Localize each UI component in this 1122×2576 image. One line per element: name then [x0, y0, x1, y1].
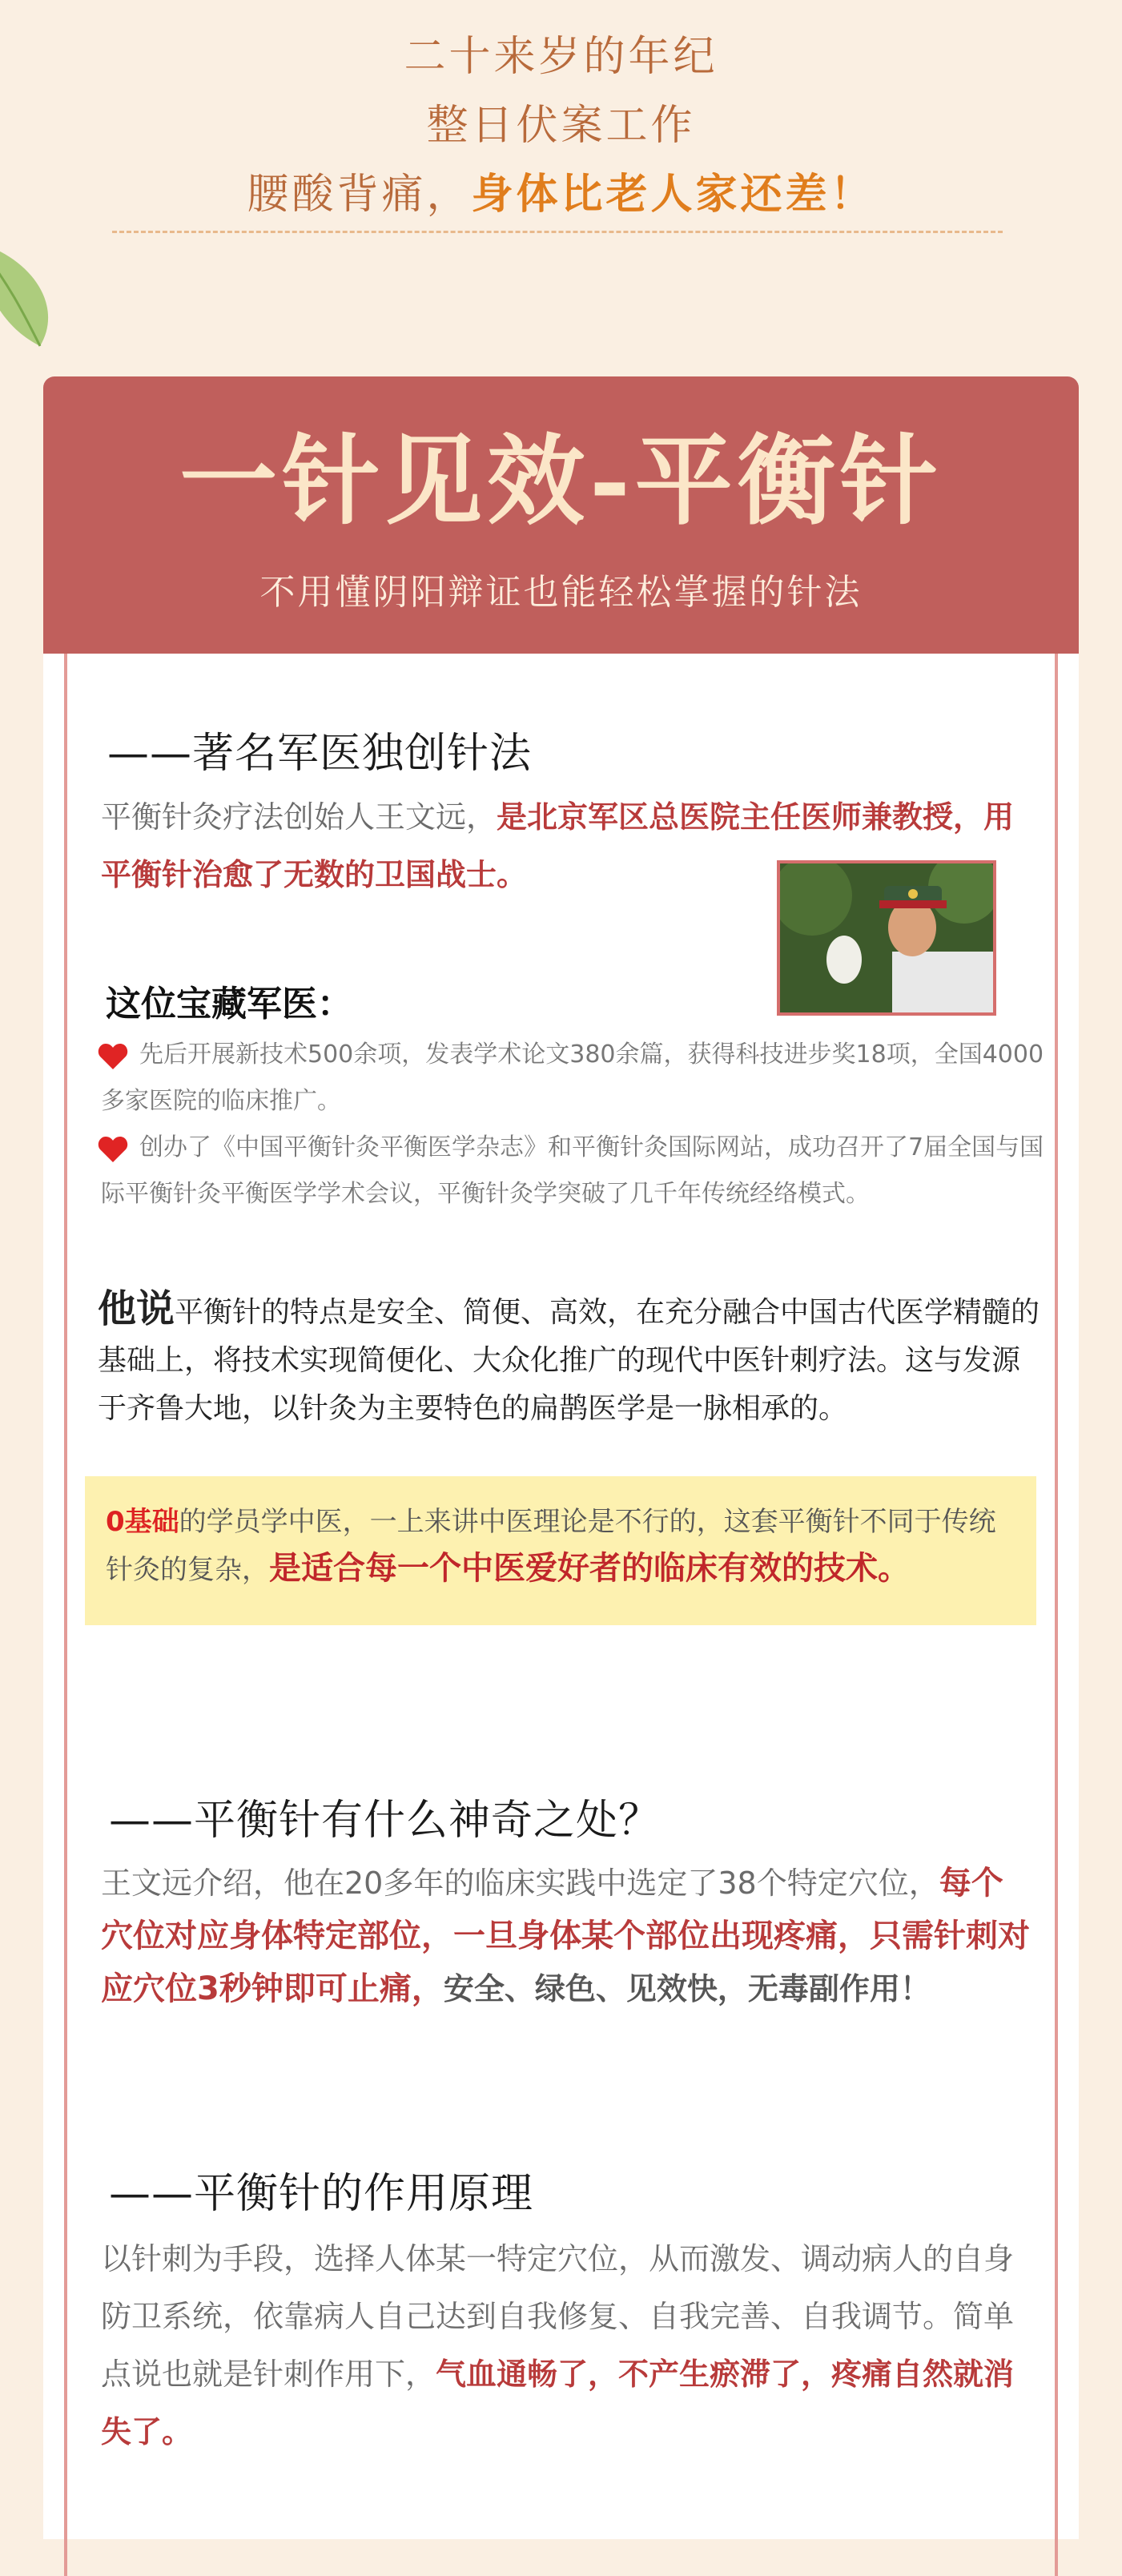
- he-says-text: 平衡针的特点是安全、简便、高效，在充分融合中国古代医学精髓的基础上，将技术实现简便化、大众化推广的现代中医针刺疗法。这与发源于齐鲁大地，以针灸为主要特色的扁鹊医学是一脉相承的。: [98, 1296, 1040, 1425]
- notice-plain: 的学员学中医，一上来讲中医理论是不行的，这套平衡针不同于传统针灸的复杂，: [106, 1506, 996, 1586]
- card-border-right: [1055, 654, 1058, 2576]
- card-header: [43, 376, 1079, 654]
- notice-zero-basis: 0基础: [106, 1506, 179, 1538]
- doctor-portrait-icon: [780, 863, 993, 1012]
- card-subtitle: 不用懂阴阳辩证也能轻松掌握的针法: [259, 572, 863, 613]
- notice-highlight: 是适合每一个中医爱好者的临床有效的技术。: [269, 1550, 910, 1587]
- intro-line-1: 二十来岁的年纪: [404, 33, 718, 81]
- section-text-principle: [101, 2230, 1030, 2461]
- intro-block: [0, 22, 1122, 229]
- treasure-heading: 这位宝藏军医：: [106, 984, 352, 1024]
- principle-text-highlight: 气血通畅了，不产生瘀滞了，疼痛自然就消失了。: [101, 2357, 1015, 2449]
- card-title: 一针见效-平衡针: [179, 423, 943, 538]
- intro-line-3-prefix: 腰酸背痛，: [247, 171, 472, 219]
- doctor-photo: [777, 860, 996, 1016]
- magic-text-plain: 王文远介绍，他在20多年的临床实践中选定了38个特定穴位，: [101, 1866, 939, 1901]
- card-border-left: [64, 654, 67, 2576]
- magic-text-tail: 安全、绿色、见效快，无毒副作用！: [443, 1971, 931, 2006]
- beginner-notice: [85, 1476, 1036, 1625]
- intro-line-2: 整日伏案工作: [426, 102, 696, 150]
- intro-line-3-highlight: 身体比老人家还差！: [471, 171, 875, 219]
- he-says-paragraph: [98, 1285, 1043, 1433]
- beginner-notice-text: [106, 1499, 1019, 1593]
- intro-line-3: [0, 160, 1122, 229]
- principle-text-plain: 以针刺为手段，选择人体某一特定穴位，从而激发、调动病人的自身防卫系统，依靠病人自己达到自我修复、自我完善、自我调节。简单点说也就是针刺作用下，: [101, 2241, 1015, 2392]
- founder-text-highlight: 是北京军区总医院主任医师兼教授，用平衡针治愈了无数的卫国战士。: [101, 799, 1015, 892]
- leaf-decoration-icon: [0, 234, 72, 354]
- section-text-magic: [101, 1857, 1030, 2015]
- treasure-bullet-2: 创办了《中国平衡针灸平衡医学杂志》和平衡针灸国际网站，成功召开了7届全国与国际平衡针灸平衡医学学术会议，平衡针灸学突破了几千年传统经络模式。: [101, 1133, 1044, 1208]
- section-heading-magic: ——平衡针有什么神奇之处？: [109, 1797, 662, 1845]
- section-heading-principle: ——平衡针的作用原理: [109, 2170, 534, 2218]
- section-heading-military-doctor: ——著名军医独创针法: [107, 730, 533, 778]
- intro-divider: [112, 231, 1003, 233]
- magic-text-highlight: 每个穴位对应身体特定部位，一旦身体某个部位出现疼痛，只需针刺对应穴位3秒钟即可止痛，: [101, 1865, 1030, 2007]
- he-says-lead: 他说: [98, 1286, 175, 1331]
- founder-text-plain: 平衡针灸疗法创始人王文远，: [101, 799, 497, 835]
- treasure-bullet-1: 先后开展新技术500余项，发表学术论文380余篇，获得科技进步奖18项，全国4000多家医院的临床推广。: [101, 1040, 1044, 1115]
